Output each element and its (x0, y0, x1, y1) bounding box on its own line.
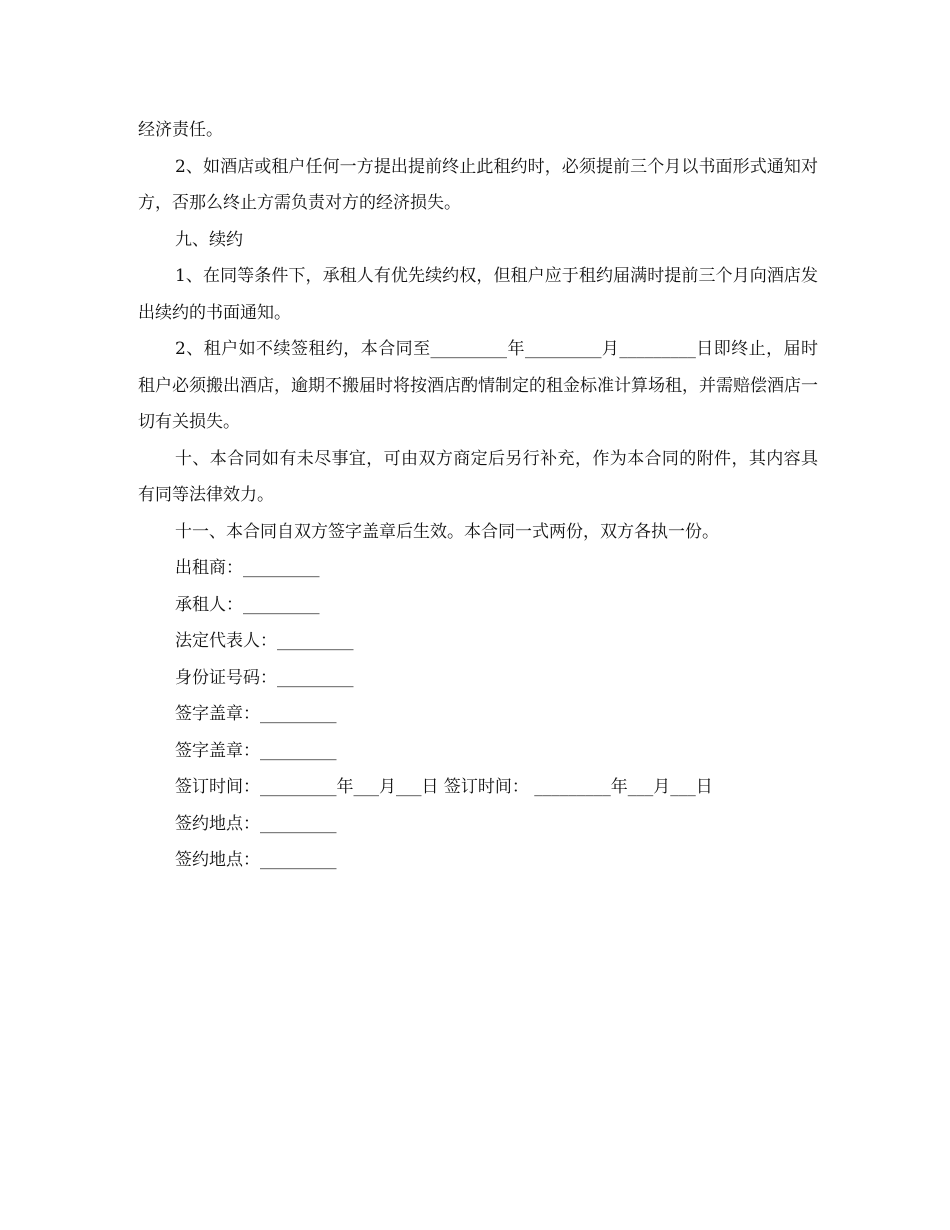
field-signing-date: 签订时间：_________年___月___日 签订时间： _________年___月___日 (175, 777, 713, 797)
document-page (138, 112, 818, 879)
field-signing-place: 签约地点：_________ (175, 850, 337, 870)
signature-block (138, 550, 818, 879)
section-heading-renewal: 九、续约 (175, 229, 243, 250)
paragraph-economic-liability: 经济责任。 (138, 120, 223, 140)
paragraph-supplementary-terms: 十、本合同如有未尽事宜，可由双方商定后另行补充，作为本合同的附件，其内容具有同等法律效力。 (138, 448, 818, 505)
field-signature-seal: 签字盖章：_________ (175, 740, 337, 761)
paragraph-effective-date: 十一、本合同自双方签字盖章后生效。本合同一式两份，双方各执一份。 (175, 521, 719, 542)
paragraph-non-renewal: 2、租户如不续签租约，本合同至_________年_________月_________日即终止，届时租户必须搬出酒店，逾期不搬届时将按酒店酌情制定的租金标准计算场租，并需赔偿酒店一切有关损失。 (138, 339, 818, 432)
paragraph-early-termination: 2、如酒店或租户任何一方提出提前终止此租约时，必须提前三个月以书面形式通知对方，否那么终止方需负责对方的经济损失。 (138, 156, 818, 213)
field-legal-representative: 法定代表人：_________ (175, 631, 354, 651)
field-signature-seal: 签字盖章：_________ (175, 704, 337, 724)
field-lessor: 出租商：_________ (175, 558, 320, 578)
field-id-number: 身份证号码：_________ (175, 667, 354, 688)
paragraph-renewal-priority: 1、在同等条件下，承租人有优先续约权，但租户应于租约届满时提前三个月向酒店发出续约的书面通知。 (138, 266, 818, 323)
field-lessee: 承租人：_________ (175, 594, 320, 615)
field-signing-place: 签约地点：_________ (175, 813, 337, 834)
